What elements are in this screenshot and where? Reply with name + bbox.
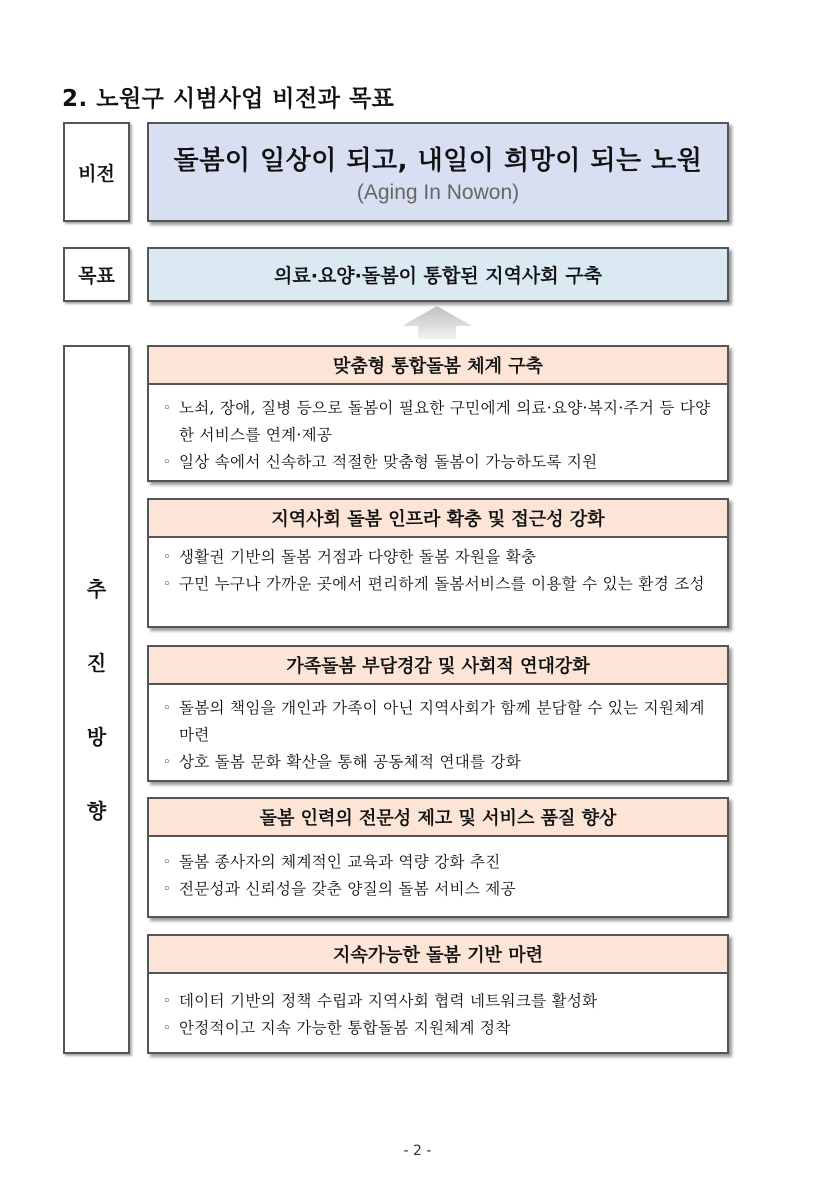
strategy-card-2 [147,498,729,628]
list-item-text: 구민 누구나 가까운 곳에서 편리하게 돌봄서비스를 이용할 수 있는 환경 조성 [179,575,705,593]
list-item [163,449,723,476]
bullet-icon: ◦ [163,1021,171,1036]
goal-label: 목표 [78,265,115,287]
direction-char-2: 진 [86,650,107,675]
list-item [163,988,723,1015]
direction-char-4: 향 [86,798,107,823]
vision-title: 돌봄이 일상이 되고, 내일이 희망이 되는 노원 [173,145,703,176]
card-title: 지속가능한 돌봄 기반 마련 [149,936,727,974]
card-title: 가족돌봄 부담경감 및 사회적 연대강화 [149,647,727,685]
direction-char-1: 추 [86,576,107,601]
vision-subtitle: (Aging In Nowon) [356,180,520,204]
vision-box [147,122,729,222]
up-arrow-icon [400,304,474,340]
vision-label-box [63,122,130,222]
list-item-text: 안정적이고 지속 가능한 통합돌봄 지원체계 정착 [179,1019,511,1037]
bullet-icon: ◦ [163,577,171,592]
bullet-icon: ◦ [163,994,171,1009]
strategy-card-1 [147,345,729,482]
direction-char-3: 방 [86,724,107,749]
strategy-card-5 [147,934,729,1054]
list-item-text: 전문성과 신뢰성을 갖춘 양질의 돌봄 서비스 제공 [179,880,516,898]
goal-label-box [63,247,130,302]
strategy-card-3 [147,645,729,782]
list-item-text: 데이터 기반의 정책 수립과 지역사회 협력 네트워크를 활성화 [179,992,598,1010]
bullet-icon: ◦ [163,882,171,897]
direction-label-box [63,345,130,1054]
bullet-icon: ◦ [163,701,171,716]
list-item [163,395,723,449]
bullet-icon: ◦ [163,455,171,470]
list-item-text: 돌봄의 책임을 개인과 가족이 아닌 지역사회가 함께 분담할 수 있는 지원체계 마련 [179,699,705,744]
list-item [163,1015,723,1042]
card-title: 맞춤형 통합돌봄 체계 구축 [149,347,727,385]
goal-text: 의료·요양·돌봄이 통합된 지역사회 구축 [274,265,602,287]
list-item [163,749,723,776]
strategy-card-4 [147,797,729,918]
vision-label: 비전 [78,162,115,185]
list-item [163,544,723,571]
list-item-text: 일상 속에서 신속하고 적절한 맞춤형 돌봄이 가능하도록 지원 [179,453,598,471]
list-item [163,571,723,598]
page-number: - 2 - [403,1143,432,1159]
list-item [163,849,723,876]
card-title: 지역사회 돌봄 인프라 확충 및 접근성 강화 [149,500,727,538]
bullet-icon: ◦ [163,550,171,565]
goal-box [147,247,729,302]
bullet-icon: ◦ [163,401,171,416]
list-item-text: 노쇠, 장애, 질병 등으로 돌봄이 필요한 구민에게 의료·요양·복지·주거 등 다양한 서비스를 연계·제공 [179,399,711,444]
card-title: 돌봄 인력의 전문성 제고 및 서비스 품질 향상 [149,799,727,837]
list-item-text: 생활권 기반의 돌봄 거점과 다양한 돌봄 자원을 확충 [179,548,537,566]
bullet-icon: ◦ [163,855,171,870]
list-item [163,695,723,749]
bullet-icon: ◦ [163,755,171,770]
list-item-text: 상호 돌봄 문화 확산을 통해 공동체적 연대를 강화 [179,753,522,771]
section-heading: 2. 노원구 시범사업 비전과 목표 [62,86,395,112]
list-item-text: 돌봄 종사자의 체계적인 교육과 역량 강화 추진 [179,853,501,871]
list-item [163,876,723,903]
